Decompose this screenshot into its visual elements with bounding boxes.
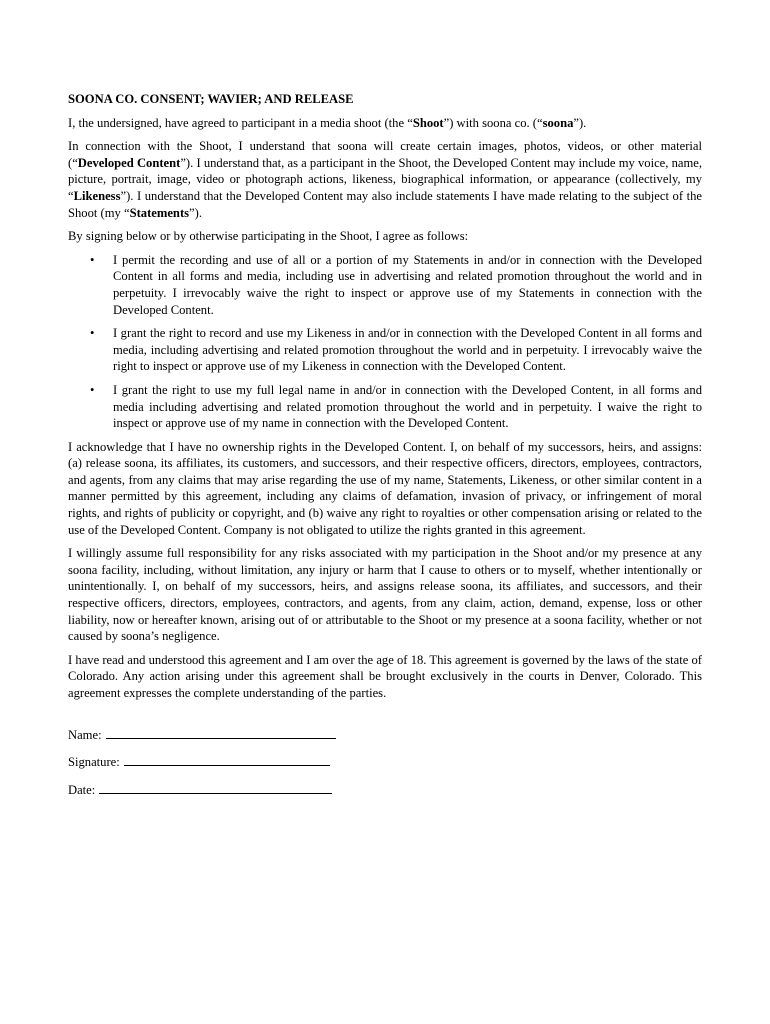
bullet-text: I grant the right to use my full legal name in and/or in connection with the Developed Content, in all forms and media including advertising and related promotion throughout the world and in perpetuity. I waive the right to inspect or approve use of my name in connection with the Developed Content. — [113, 382, 702, 431]
connection-text-c: ”). I understand that the Developed Content may also include statements I have made relating to the subject of the Shoot (my “ — [68, 188, 702, 220]
connection-text-a: In connection with the Shoot, I understand that soona will create certain images, photos, videos, or other material (“ — [68, 139, 702, 170]
term-likeness: Likeness — [73, 188, 121, 203]
connection-text-d: ”). — [189, 205, 202, 220]
bullet-text: I grant the right to record and use my Likeness in and/or in connection with the Developed Content in all forms and media, including advertising and related promotion throughout the world and in perpetuity. I irrevocably waive the right to inspect or approve use of my Likeness in connection with the Developed Content. — [113, 326, 702, 374]
connection-text-b: ”). I understand that, as a participant in the Shoot, the Developed Content may include my voice, name, picture, portrait, image, video or photograph actions, likeness, biographical information, or appearance (collectively, my “ — [68, 155, 702, 203]
acknowledge-paragraph: I acknowledge that I have no ownership rights in the Developed Content. I, on behalf of my successors, heirs, and assigns: (a) release soona, its affiliates, its customers, and successors, and their respective officers, directors, employees, contractors, and agents, from any claims that may arise regarding the use of my name, Statements, Likeness, or other similar content in a manner permitted by this agreement, including any claims of defamation, invasion of privacy, or infringement of moral rights, and rights of publicity or copyright, and (b) waive any right to royalties or other compensation arising or related to the use of the Developed Content. Company is not obligated to utilize the rights granted in this agreement. — [68, 439, 702, 537]
term-shoot: Shoot — [412, 115, 444, 130]
bullet-icon: • — [90, 382, 95, 397]
bullet-icon: • — [90, 326, 95, 341]
agree-intro-paragraph: By signing below or by otherwise participating in the Shoot, I agree as follows: — [68, 229, 469, 244]
intro-paragraph — [68, 115, 702, 132]
intro-text-c: ”). — [573, 115, 587, 130]
signature-field[interactable] — [124, 753, 330, 766]
intro-text-a: I, the undersigned, have agreed to participant in a media shoot (the “ — [68, 115, 413, 130]
signature-block — [68, 726, 702, 799]
term-soona: soona — [542, 115, 574, 130]
date-label: Date: — [68, 782, 96, 797]
name-row — [68, 726, 702, 744]
term-statements: Statements — [129, 205, 190, 220]
responsibility-paragraph: I willingly assume full responsibility for any risks associated with my participation in the Shoot and/or my presence at any soona facility, including, without limitation, any injury or harm that I cause to others or to myself, whether intentionally or unintentionally. I, on behalf of my successors, heirs, and assigns release soona, its affiliates, and successors, and their respective officers, directors, employees, contractors, and agents, from any claim, action, demand, expense, loss or other liability, now or hereafter known, arising out of or attributable to the Shoot or my presence at a soona facility, whether or not caused by soona’s negligence. — [68, 546, 702, 644]
bullet-item — [68, 325, 702, 375]
term-developed-content: Developed Content — [77, 155, 181, 170]
signature-row — [68, 753, 702, 771]
date-field[interactable] — [99, 781, 332, 794]
date-row — [68, 781, 702, 799]
governing-law-paragraph: I have read and understood this agreement and I am over the age of 18. This agreement is governed by the laws of the state of Colorado. Any action arising under this agreement shall be brought exclusively in the courts in Denver, Colorado. This agreement expresses the complete understanding of the parties. — [68, 652, 702, 700]
document-title: SOONA CO. CONSENT; WAVIER; AND RELEASE — [68, 92, 354, 106]
name-field[interactable] — [106, 726, 336, 739]
bullet-item — [68, 382, 702, 432]
document-body — [68, 91, 702, 808]
name-label: Name: — [68, 727, 102, 742]
bullet-item — [68, 252, 702, 318]
intro-text-b: ”) with soona co. (“ — [443, 115, 543, 130]
connection-paragraph — [68, 138, 702, 221]
signature-label: Signature: — [68, 755, 120, 770]
agreement-bullet-list — [68, 252, 702, 432]
bullet-text: I permit the recording and use of all or a portion of my Statements in and/or in connection with the Developed Content in all forms and media, including use in advertising and related promotion throughout the world and in perpetuity. I irrevocably waive the right to inspect or approve use of my Statements in connection with the Developed Content. — [113, 252, 702, 317]
bullet-icon: • — [90, 252, 95, 267]
